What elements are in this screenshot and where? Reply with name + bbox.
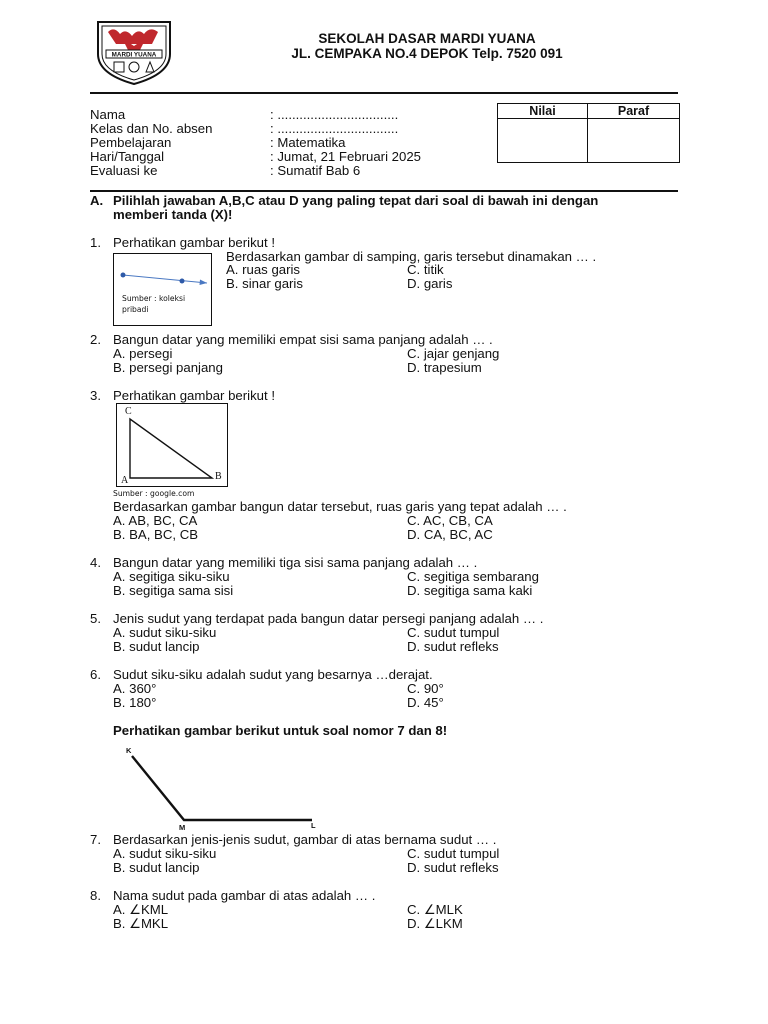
q4-option-a[interactable]: A. segitiga siku-siku [113, 569, 230, 584]
header-divider [90, 92, 678, 94]
school-name: SEKOLAH DASAR MARDI YUANA [318, 31, 536, 46]
q5-option-b[interactable]: B. sudut lancip [113, 639, 200, 654]
q4-option-c[interactable]: C. segitiga sembarang [407, 569, 539, 584]
q8-number: 8. [90, 888, 101, 903]
angle-label-m: M [179, 823, 186, 832]
score-cell-nilai[interactable] [498, 104, 588, 162]
q1-intro: Perhatikan gambar berikut ! [113, 235, 275, 250]
section-letter: A. [90, 193, 104, 208]
q2-number: 2. [90, 332, 101, 347]
section-instruction-line1: Pilihlah jawaban A,B,C atau D yang paling tepat dari soal di bawah ini dengan [113, 193, 599, 208]
score-table [497, 103, 680, 163]
q1-number: 1. [90, 235, 101, 250]
q6-option-b[interactable]: B. 180° [113, 695, 157, 710]
q7-option-c[interactable]: C. sudut tumpul [407, 846, 500, 861]
q4-number: 4. [90, 555, 101, 570]
q5-number: 5. [90, 611, 101, 626]
q3-triangle-figure [116, 403, 228, 487]
q1-option-c[interactable]: C. titik [407, 262, 444, 277]
section-instruction-line2: memberi tanda (X)! [113, 207, 233, 222]
angle-kml-figure [118, 742, 328, 834]
q3-option-a[interactable]: A. AB, BC, CA [113, 513, 198, 528]
q4-option-d[interactable]: D. segitiga sama kaki [407, 583, 533, 598]
q8-option-d[interactable]: D. ∠LKM [407, 916, 463, 931]
q1-line-figure [114, 254, 211, 325]
q3-option-d[interactable]: D. CA, BC, AC [407, 527, 493, 542]
score-header-paraf: Paraf [588, 104, 679, 119]
q2-option-c[interactable]: C. jajar genjang [407, 346, 500, 361]
q6-stem: Sudut siku-siku adalah sudut yang besarnya …derajat. [113, 667, 433, 682]
score-header-nilai: Nilai [498, 104, 587, 119]
q6-option-a[interactable]: A. 360° [113, 681, 157, 696]
logo-text: MARDI YUANA [111, 51, 157, 59]
value-evaluasi: : Sumatif Bab 6 [270, 163, 361, 178]
q6-option-c[interactable]: C. 90° [407, 681, 444, 696]
q3-label-a: A [121, 475, 129, 486]
q2-option-d[interactable]: D. trapesium [407, 360, 482, 375]
q4-option-b[interactable]: B. segitiga sama sisi [113, 583, 234, 598]
value-hari-tanggal: : Jumat, 21 Februari 2025 [270, 149, 422, 164]
q1-option-d[interactable]: D. garis [407, 276, 453, 291]
q5-option-c[interactable]: C. sudut tumpul [407, 625, 500, 640]
q3-intro: Perhatikan gambar berikut ! [113, 388, 275, 403]
q1-source-line1: Sumber : koleksi [122, 294, 186, 303]
q2-option-a[interactable]: A. persegi [113, 346, 173, 361]
value-kelas[interactable]: : ................................. [270, 121, 399, 136]
q3-option-c[interactable]: C. AC, CB, CA [407, 513, 493, 528]
school-address: JL. CEMPAKA NO.4 DEPOK Telp. 7520 091 [291, 45, 563, 61]
q5-stem: Jenis sudut yang terdapat pada bangun datar persegi panjang adalah … . [113, 611, 544, 626]
q7-option-a[interactable]: A. sudut siku-siku [113, 846, 217, 861]
value-nama[interactable]: : ................................. [270, 107, 399, 122]
q1-stem: Berdasarkan gambar di samping, garis tersebut dinamakan … . [226, 249, 597, 264]
angle-label-l: L [311, 821, 316, 830]
q8-option-c[interactable]: C. ∠MLK [407, 902, 463, 917]
q1-option-a[interactable]: A. ruas garis [226, 262, 301, 277]
q8-option-b[interactable]: B. ∠MKL [113, 916, 169, 931]
q5-option-d[interactable]: D. sudut refleks [407, 639, 499, 654]
q7-option-b[interactable]: B. sudut lancip [113, 860, 200, 875]
q8-option-a[interactable]: A. ∠KML [113, 902, 169, 917]
label-hari-tanggal: Hari/Tanggal [90, 149, 165, 164]
school-header [262, 32, 592, 61]
label-pembelajaran: Pembelajaran [90, 135, 172, 150]
q6-option-d[interactable]: D. 45° [407, 695, 444, 710]
value-pembelajaran: : Matematika [270, 135, 346, 150]
note-7-8: Perhatikan gambar berikut untuk soal nomor 7 dan 8! [113, 723, 448, 738]
label-evaluasi: Evaluasi ke [90, 163, 158, 178]
q3-label-c: C [125, 406, 132, 417]
q1-option-b[interactable]: B. sinar garis [226, 276, 303, 291]
q3-stem: Berdasarkan gambar bangun datar tersebut, ruas garis yang tepat adalah … . [113, 499, 567, 514]
q6-number: 6. [90, 667, 101, 682]
q3-option-b[interactable]: B. BA, BC, CB [113, 527, 199, 542]
q3-label-b: B [215, 471, 222, 482]
angle-label-k: K [126, 746, 132, 755]
q2-stem: Bangun datar yang memiliki empat sisi sama panjang adalah … . [113, 332, 493, 347]
q1-figure [113, 253, 212, 326]
q8-stem: Nama sudut pada gambar di atas adalah … . [113, 888, 376, 903]
q7-stem: Berdasarkan jenis-jenis sudut, gambar di atas bernama sudut … . [113, 832, 497, 847]
school-logo [92, 16, 176, 86]
q7-number: 7. [90, 832, 101, 847]
label-nama: Nama [90, 107, 126, 122]
q4-stem: Bangun datar yang memiliki tiga sisi sama panjang adalah … . [113, 555, 478, 570]
q5-option-a[interactable]: A. sudut siku-siku [113, 625, 217, 640]
identity-divider [90, 190, 678, 192]
q7-option-d[interactable]: D. sudut refleks [407, 860, 499, 875]
label-kelas: Kelas dan No. absen [90, 121, 213, 136]
q1-source-line2: pribadi [122, 305, 149, 314]
score-cell-paraf[interactable] [588, 104, 679, 162]
q2-option-b[interactable]: B. persegi panjang [113, 360, 223, 375]
q3-source: Sumber : google.com [113, 489, 195, 498]
q3-number: 3. [90, 388, 101, 403]
